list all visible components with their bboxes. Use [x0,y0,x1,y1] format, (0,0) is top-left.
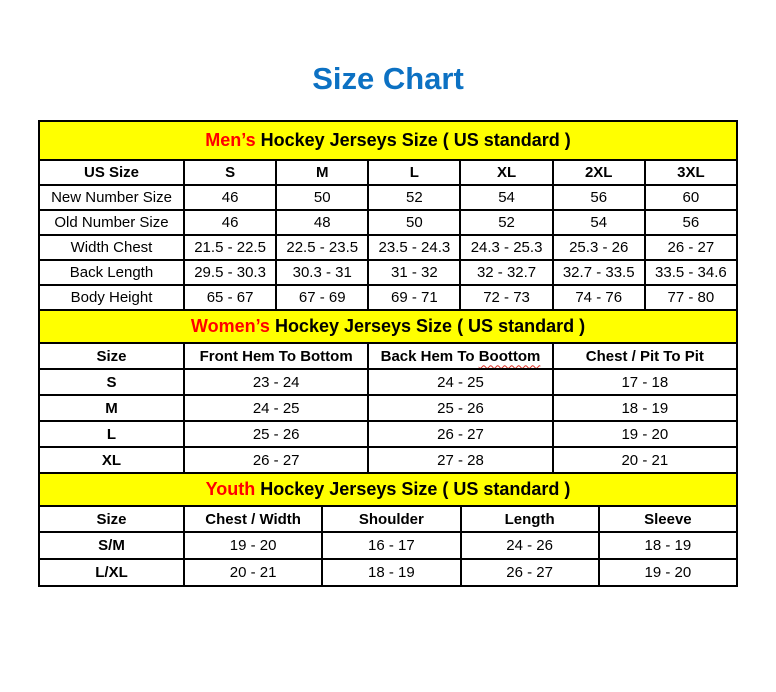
size-value-cell: 32.7 - 33.5 [553,260,645,285]
size-value-cell: 26 - 27 [368,421,552,447]
size-value-cell: 27 - 28 [368,447,552,473]
size-value-cell: 50 [368,210,460,235]
table-row [39,559,737,586]
size-value-cell: 32 - 32.7 [460,260,552,285]
size-value-cell: 46 [184,210,276,235]
column-header-cell: Chest / Width [184,506,322,532]
band-highlight-text: Women’s [190,316,270,336]
section-band [39,473,737,506]
size-chart-tables [38,120,738,587]
size-value-cell: 52 [460,210,552,235]
column-header-cell: Size [39,343,184,369]
size-value-cell: 20 - 21 [184,559,322,586]
womens-size-table [38,309,738,474]
size-value-cell: 22.5 - 23.5 [276,235,368,260]
table-row [39,285,737,310]
column-header-cell: Sleeve [599,506,737,532]
row-label-cell: New Number Size [39,185,184,210]
size-value-cell: 25.3 - 26 [553,235,645,260]
header-row [39,160,737,185]
size-value-cell: 25 - 26 [184,421,368,447]
size-value-cell: 19 - 20 [184,532,322,559]
size-value-cell: 54 [553,210,645,235]
size-value-cell: 50 [276,185,368,210]
size-value-cell: 56 [645,210,737,235]
size-value-cell: 18 - 19 [599,532,737,559]
row-label-cell: XL [39,447,184,473]
column-header-cell: Shoulder [322,506,460,532]
size-value-cell: 77 - 80 [645,285,737,310]
size-value-cell: 16 - 17 [322,532,460,559]
size-value-cell: 33.5 - 34.6 [645,260,737,285]
size-value-cell: 74 - 76 [553,285,645,310]
youth-size-table [38,472,738,587]
table-row [39,369,737,395]
size-value-cell: 72 - 73 [460,285,552,310]
row-label-cell: Body Height [39,285,184,310]
size-value-cell: 25 - 26 [368,395,552,421]
row-label-cell: M [39,395,184,421]
row-label-cell: L [39,421,184,447]
size-value-cell: 20 - 21 [553,447,737,473]
size-value-cell: 56 [553,185,645,210]
table-row [39,447,737,473]
column-header-cell: XL [460,160,552,185]
band-rest-text: Hockey Jerseys Size ( US standard ) [269,316,586,336]
size-value-cell: 24 - 26 [461,532,599,559]
size-value-cell: 30.3 - 31 [276,260,368,285]
table-row [39,185,737,210]
size-value-cell: 18 - 19 [322,559,460,586]
size-value-cell: 17 - 18 [553,369,737,395]
size-value-cell: 52 [368,185,460,210]
section-band-cell [39,310,737,343]
size-value-cell: 31 - 32 [368,260,460,285]
column-header-cell: Front Hem To Bottom [184,343,368,369]
row-label-cell: Back Length [39,260,184,285]
size-value-cell: 29.5 - 30.3 [184,260,276,285]
column-header-cell: Size [39,506,184,532]
column-header-cell: 2XL [553,160,645,185]
row-label-cell: L/XL [39,559,184,586]
size-value-cell: 69 - 71 [368,285,460,310]
table-row [39,260,737,285]
column-header-cell: Length [461,506,599,532]
size-value-cell: 67 - 69 [276,285,368,310]
band-highlight-text: Youth [205,479,256,499]
section-band [39,310,737,343]
section-band-cell [39,473,737,506]
size-value-cell: 48 [276,210,368,235]
column-header-cell: 3XL [645,160,737,185]
section-band [39,121,737,160]
column-header-cell: S [184,160,276,185]
header-row [39,343,737,369]
size-value-cell: 19 - 20 [553,421,737,447]
table-row [39,210,737,235]
section-band-cell [39,121,737,160]
size-value-cell: 24 - 25 [184,395,368,421]
band-rest-text: Hockey Jerseys Size ( US standard ) [255,479,571,499]
page-title: Size Chart [312,61,464,96]
header-row [39,506,737,532]
table-row [39,421,737,447]
row-label-cell: S [39,369,184,395]
size-value-cell: 60 [645,185,737,210]
size-value-cell: 21.5 - 22.5 [184,235,276,260]
size-value-cell: 24.3 - 25.3 [460,235,552,260]
column-header-cell: US Size [39,160,184,185]
size-value-cell: 46 [184,185,276,210]
band-rest-text: Hockey Jerseys Size ( US standard ) [255,130,571,150]
row-label-cell: Width Chest [39,235,184,260]
band-highlight-text: Men’s [205,130,256,150]
column-header-cell: Chest / Pit To Pit [553,343,737,369]
size-value-cell: 26 - 27 [645,235,737,260]
column-header-cell: Back Hem To Boottom [368,343,552,369]
size-value-cell: 23 - 24 [184,369,368,395]
size-value-cell: 23.5 - 24.3 [368,235,460,260]
misspelled-word: Boottom [478,347,541,365]
size-value-cell: 65 - 67 [184,285,276,310]
size-value-cell: 26 - 27 [461,559,599,586]
size-value-cell: 54 [460,185,552,210]
size-value-cell: 24 - 25 [368,369,552,395]
column-header-cell: L [368,160,460,185]
table-row [39,395,737,421]
size-value-cell: 19 - 20 [599,559,737,586]
row-label-cell: Old Number Size [39,210,184,235]
size-value-cell: 18 - 19 [553,395,737,421]
mens-size-table [38,120,738,311]
column-header-cell: M [276,160,368,185]
table-row [39,235,737,260]
row-label-cell: S/M [39,532,184,559]
size-value-cell: 26 - 27 [184,447,368,473]
table-row [39,532,737,559]
